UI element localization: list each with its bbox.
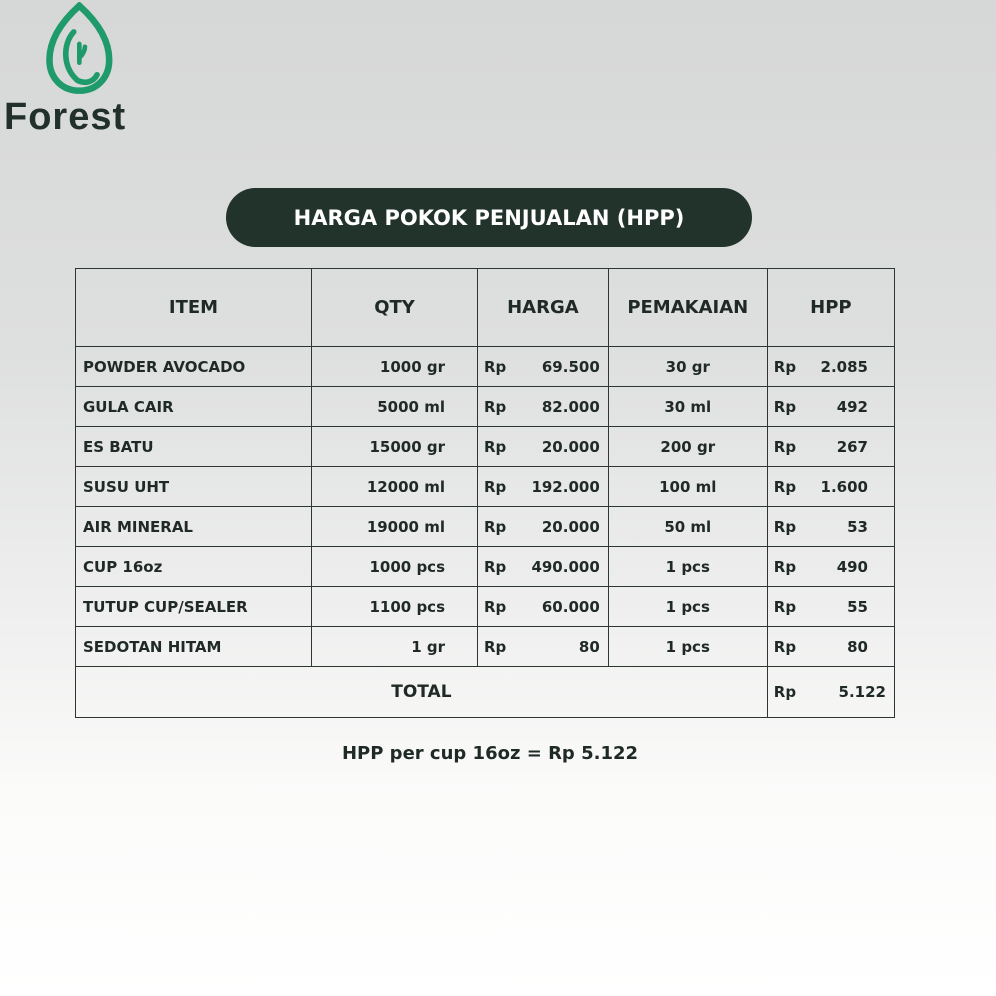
currency: Rp <box>773 437 797 456</box>
item-harga: 69.500 <box>541 357 600 376</box>
item-pemakaian: 1 pcs <box>608 627 767 667</box>
total-row <box>76 667 895 718</box>
item-name: CUP 16oz <box>76 547 312 587</box>
item-hpp: 55 <box>847 597 868 616</box>
item-hpp: 80 <box>847 637 868 656</box>
hpp-table <box>75 268 895 718</box>
currency: Rp <box>484 477 507 496</box>
currency: Rp <box>773 517 797 536</box>
item-hpp-cell <box>767 587 894 627</box>
item-hpp-cell <box>767 427 894 467</box>
item-qty: 15000 gr <box>312 427 478 467</box>
item-harga-cell <box>478 547 609 587</box>
item-qty: 1000 gr <box>312 347 478 387</box>
item-pemakaian: 30 gr <box>608 347 767 387</box>
item-qty: 5000 ml <box>312 387 478 427</box>
item-pemakaian: 50 ml <box>608 507 767 547</box>
item-harga: 60.000 <box>541 597 600 616</box>
total-label: TOTAL <box>76 667 768 718</box>
table-row <box>76 467 895 507</box>
item-name: POWDER AVOCADO <box>76 347 312 387</box>
header-pemakaian: PEMAKAIAN <box>608 269 767 347</box>
item-hpp: 1.600 <box>820 477 868 496</box>
page-title: HARGA POKOK PENJUALAN (HPP) <box>226 188 752 247</box>
item-hpp-cell <box>767 507 894 547</box>
item-hpp-cell <box>767 347 894 387</box>
item-harga: 20.000 <box>541 437 600 456</box>
item-hpp-cell <box>767 627 894 667</box>
item-pemakaian: 30 ml <box>608 387 767 427</box>
item-qty: 1000 pcs <box>312 547 478 587</box>
currency: Rp <box>773 637 797 656</box>
table-row <box>76 387 895 427</box>
item-name: SUSU UHT <box>76 467 312 507</box>
item-harga: 80 <box>578 637 600 656</box>
table-row <box>76 627 895 667</box>
table-row <box>76 507 895 547</box>
item-hpp: 492 <box>836 397 868 416</box>
currency: Rp <box>773 597 797 616</box>
item-harga: 192.000 <box>531 477 600 496</box>
table-row <box>76 587 895 627</box>
item-harga: 20.000 <box>541 517 600 536</box>
currency: Rp <box>773 477 797 496</box>
currency: Rp <box>484 397 507 416</box>
item-harga: 490.000 <box>531 557 600 576</box>
item-harga-cell <box>478 467 609 507</box>
currency: Rp <box>484 357 507 376</box>
total-value-cell <box>767 667 894 718</box>
header-item: ITEM <box>76 269 312 347</box>
header-hpp: HPP <box>767 269 894 347</box>
currency: Rp <box>484 557 507 576</box>
item-harga-cell <box>478 507 609 547</box>
item-qty: 12000 ml <box>312 467 478 507</box>
currency: Rp <box>484 437 507 456</box>
item-qty: 1 gr <box>312 627 478 667</box>
item-name: AIR MINERAL <box>76 507 312 547</box>
table-row <box>76 347 895 387</box>
currency: Rp <box>484 637 507 656</box>
item-pemakaian: 1 pcs <box>608 587 767 627</box>
item-qty: 19000 ml <box>312 507 478 547</box>
header-qty: QTY <box>312 269 478 347</box>
item-qty: 1100 pcs <box>312 587 478 627</box>
brand-name: Forest <box>4 96 127 138</box>
item-hpp-cell <box>767 387 894 427</box>
item-name: GULA CAIR <box>76 387 312 427</box>
header-harga: HARGA <box>478 269 609 347</box>
item-name: TUTUP CUP/SEALER <box>76 587 312 627</box>
item-harga-cell <box>478 387 609 427</box>
item-hpp-cell <box>767 547 894 587</box>
currency: Rp <box>773 397 797 416</box>
item-harga-cell <box>478 347 609 387</box>
table-row <box>76 547 895 587</box>
item-hpp-cell <box>767 467 894 507</box>
currency: Rp <box>773 357 797 376</box>
item-harga-cell <box>478 587 609 627</box>
item-harga-cell <box>478 427 609 467</box>
item-pemakaian: 200 gr <box>608 427 767 467</box>
item-harga: 82.000 <box>541 397 600 416</box>
item-name: ES BATU <box>76 427 312 467</box>
hpp-per-cup-note: HPP per cup 16oz = Rp 5.122 <box>341 743 639 764</box>
item-hpp: 267 <box>836 437 868 456</box>
item-hpp: 2.085 <box>820 357 868 376</box>
item-name: SEDOTAN HITAM <box>76 627 312 667</box>
total-value: 5.122 <box>838 683 886 701</box>
item-pemakaian: 100 ml <box>608 467 767 507</box>
item-harga-cell <box>478 627 609 667</box>
currency: Rp <box>484 517 507 536</box>
item-pemakaian: 1 pcs <box>608 547 767 587</box>
currency: Rp <box>484 597 507 616</box>
item-hpp: 490 <box>836 557 868 576</box>
currency: Rp <box>773 557 797 576</box>
item-hpp: 53 <box>847 517 868 536</box>
table-row <box>76 427 895 467</box>
currency: Rp <box>773 683 797 701</box>
